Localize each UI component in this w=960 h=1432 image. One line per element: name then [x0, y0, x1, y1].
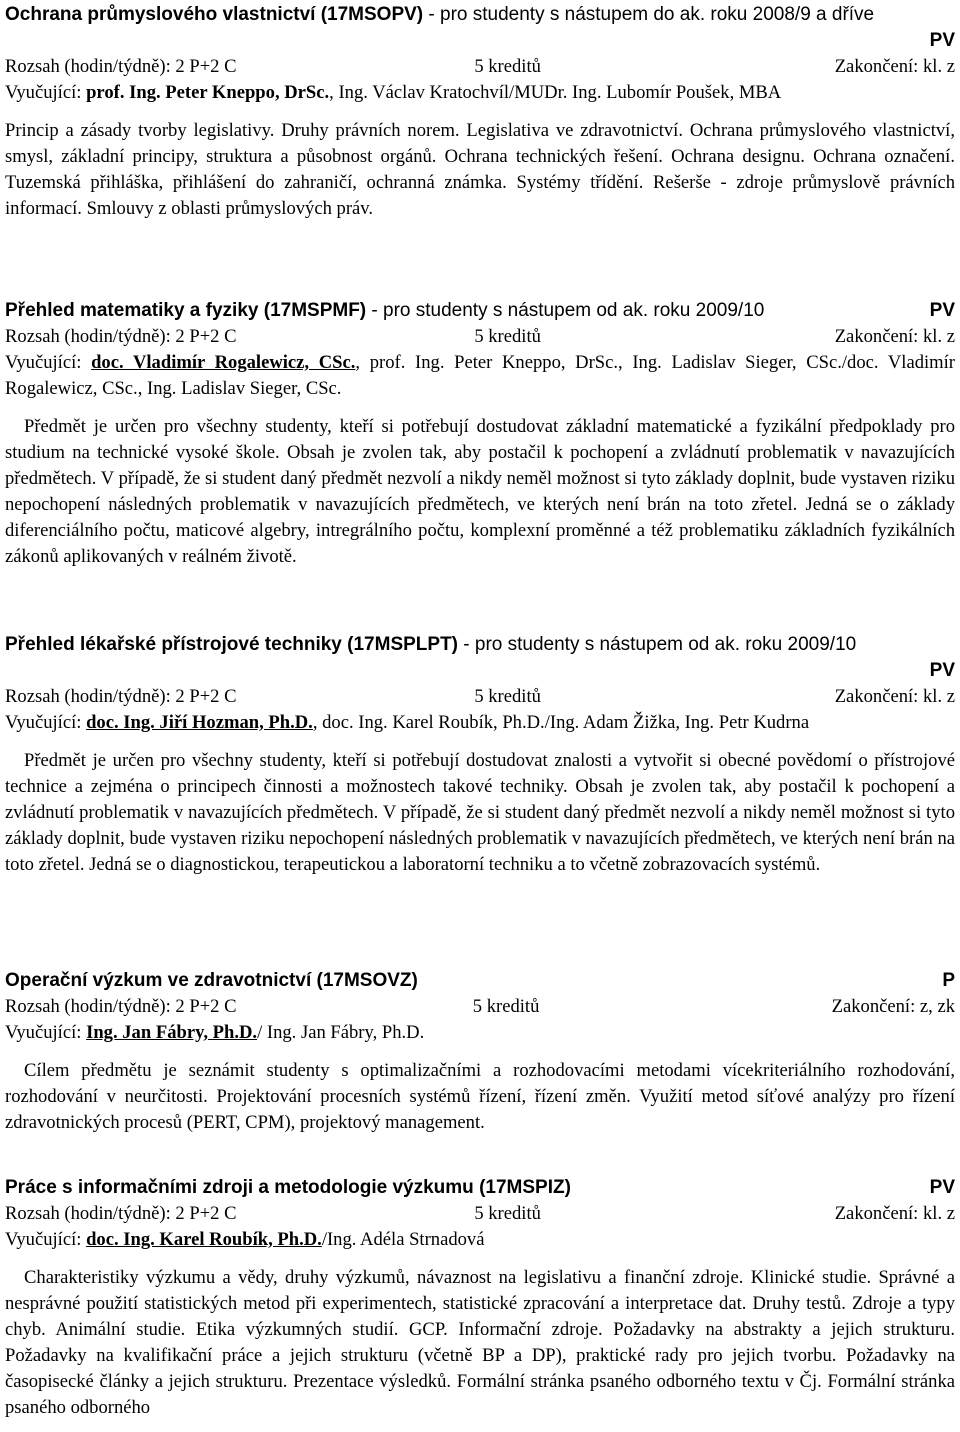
course-meta [5, 994, 955, 1020]
course-title [5, 632, 856, 658]
course-meta [5, 54, 955, 80]
course-title-text: Operační výzkum ve zdravotnictví (17MSOVZ) [5, 970, 418, 991]
teachers-label: Vyučující: [5, 1022, 87, 1043]
course-title-text: Přehled matematiky a fyziky (17MSPMF) [5, 300, 367, 321]
course-teachers [5, 710, 955, 736]
course-credits: 5 kreditů [474, 326, 541, 347]
teachers-label: Vyučující: [5, 82, 87, 103]
course-title-text: Práce s informačními zdroji a metodologie výzkumu (17MSPIZ) [5, 1177, 571, 1198]
course-title-row [5, 2, 955, 28]
course-description: Cílem předmětu je seznámit studenty s optimalizačními a rozhodovacími metodami vícekriteriálního rozhodování, rozhodování v neurčitosti. Projektování procesních systémů řízení, řízení změn. Využití metod síťové analýzy pro řízení zdravotnických procesů (PERT, CPM), projektový management. [5, 1060, 955, 1133]
course-title-text: Přehled lékařské přístrojové techniky (17MSPLPT) [5, 634, 459, 655]
course-credits: 5 kreditů [474, 56, 541, 77]
course-completion: Zakončení: kl. z [834, 326, 955, 347]
course-type: PV [929, 660, 955, 681]
course-completion: Zakončení: kl. z [834, 56, 955, 77]
course-teachers [5, 1227, 955, 1253]
course-section-plpt [5, 632, 955, 878]
course-section-piz [5, 1175, 955, 1421]
course-meta [5, 1201, 955, 1227]
course-hours: Rozsah (hodin/týdně): 2 P+2 C [5, 686, 237, 707]
course-completion: Zakončení: z, zk [831, 996, 955, 1017]
teachers-rest: , prof. Ing. Peter Kneppo, DrSc., Ing. Ladislav Sieger, CSc./doc. Vladimír Rogalewicz, CSc., Ing. Ladislav Sieger, CSc. [5, 352, 955, 399]
course-type: PV [929, 30, 955, 51]
teachers-label: Vyučující: [5, 1229, 87, 1250]
course-completion: Zakončení: kl. z [834, 1203, 955, 1224]
course-subtitle: - pro studenty s nástupem od ak. roku 2009/10 [458, 634, 857, 655]
teachers-rest: / Ing. Jan Fábry, Ph.D. [257, 1022, 425, 1043]
teachers-lead: doc. Ing. Jiří Hozman, Ph.D. [86, 712, 313, 733]
teachers-rest: , doc. Ing. Karel Roubík, Ph.D./Ing. Adam Žižka, Ing. Petr Kudrna [312, 712, 810, 733]
teachers-lead: Ing. Jan Fábry, Ph.D. [86, 1022, 258, 1043]
course-description: Předmět je určen pro všechny studenty, kteří si potřebují dostudovat znalosti a vytvořit si obecné povědomí o přístrojové technice a zejména o principech činnosti a možnostech takové techniky. Obsah je zvolen tak, aby postačil k pochopení a zvládnutí problematik v navazujících předmětech. V případě, že si student daný předmět nezvolí a nikdy neměl možnost si tyto základy doplnit, bude vystaven riziku nepochopení následných problematik v navazujících předmětech, ve kterých není brán na toto zřetel. Jedná se o diagnostickou, terapeutickou a laboratorní techniku a to včetně zobrazovacích systémů. [5, 750, 955, 875]
course-title-row [5, 632, 955, 658]
course-title-row [5, 968, 955, 994]
course-title [5, 298, 764, 324]
course-subtitle: - pro studenty s nástupem od ak. roku 2009/10 [366, 300, 765, 321]
course-title [5, 968, 418, 994]
course-title-row [5, 298, 955, 324]
course-hours: Rozsah (hodin/týdně): 2 P+2 C [5, 1203, 237, 1224]
course-hours: Rozsah (hodin/týdně): 2 P+2 C [5, 326, 237, 347]
course-credits: 5 kreditů [472, 996, 540, 1017]
course-meta [5, 324, 955, 350]
course-credits: 5 kreditů [474, 686, 541, 707]
course-credits: 5 kreditů [474, 1203, 541, 1224]
course-teachers [5, 80, 955, 106]
course-type: PV [929, 1177, 955, 1198]
teachers-lead: doc. Ing. Karel Roubík, Ph.D. [86, 1229, 322, 1250]
course-description: Předmět je určen pro všechny studenty, kteří si potřebují dostudovat základní matematické a fyzikální předpoklady pro studium na technické vysoké škole. Obsah je zvolen tak, aby postačil k pochopení a zvládnutí problematik v navazujících předmětech. V případě, že si student daný předmět nezvolí a nikdy neměl možnost si tyto základy doplnit, bude vystaven riziku nepochopení následných problematik v navazujících předmětech, ve kterých není brán na toto zřetel. Jedná se o základy diferenciálního počtu, maticové algebry, intregrálního počtu, komplexní proměnné a též problematiku základních fyzikálních zákonů aplikovaných v reálném životě. [5, 416, 955, 567]
course-completion: Zakončení: kl. z [834, 686, 955, 707]
course-title [5, 2, 874, 28]
course-subtitle: - pro studenty s nástupem do ak. roku 2008/9 a dříve [423, 4, 875, 25]
teachers-rest: , Ing. Václav Kratochvíl/MUDr. Ing. Lubomír Poušek, MBA [329, 82, 782, 103]
course-title-text: Ochrana průmyslového vlastnictví (17MSOPV) [5, 4, 424, 25]
course-section-opv [5, 2, 955, 222]
course-description: Charakteristiky výzkumu a vědy, druhy výzkumů, návaznost na legislativu a finanční zdroje. Klinické studie. Správné a nesprávné použití statistických metod při experimentech, statistické zpracování a interpretace dat. Druhy testů. Zdroje a typy chyb. Animální studie. Etika výzkumných studií. GCP. Informační zdroje. Požadavky na abstrakty a jejich strukturu. Požadavky na kvalifikační práce a jejich strukturu (včetně BP a DP), praktické rady pro jejich tvorbu. Požadavky na časopisecké články a jejich strukturu. Prezentace výsledků. Formální stránka psaného odborného textu v Čj. Formální stránka psaného odborného [5, 1267, 955, 1418]
course-description: Princip a zásady tvorby legislativy. Druhy právních norem. Legislativa ve zdravotnictví. Ochrana průmyslového vlastnictví, smysl, základní principy, struktura a působnost orgánů. Ochrana technických řešení. Ochrana designu. Ochrana označení. Tuzemská přihláška, přihlášení do zahraničí, ochranná známka. Systémy třídění. Rešerše - zdroje průmyslově právních informací. Smlouvy z oblasti průmyslových práv. [5, 120, 955, 219]
course-hours: Rozsah (hodin/týdně): 2 P+2 C [5, 56, 237, 77]
course-title [5, 1175, 571, 1201]
course-meta [5, 684, 955, 710]
course-type: P [942, 970, 955, 991]
teachers-rest: /Ing. Adéla Strnadová [321, 1229, 485, 1250]
course-hours: Rozsah (hodin/týdně): 2 P+2 C [5, 996, 237, 1017]
course-teachers [5, 1020, 955, 1046]
course-title-row [5, 1175, 955, 1201]
teachers-lead: doc. Vladimír Rogalewicz, CSc. [91, 352, 356, 373]
teachers-label: Vyučující: [5, 352, 92, 373]
course-section-ovz [5, 968, 955, 1136]
course-teachers [5, 350, 955, 402]
teachers-label: Vyučující: [5, 712, 87, 733]
course-type: PV [929, 300, 955, 321]
course-section-pmf [5, 298, 955, 570]
teachers-lead: prof. Ing. Peter Kneppo, DrSc. [86, 82, 330, 103]
